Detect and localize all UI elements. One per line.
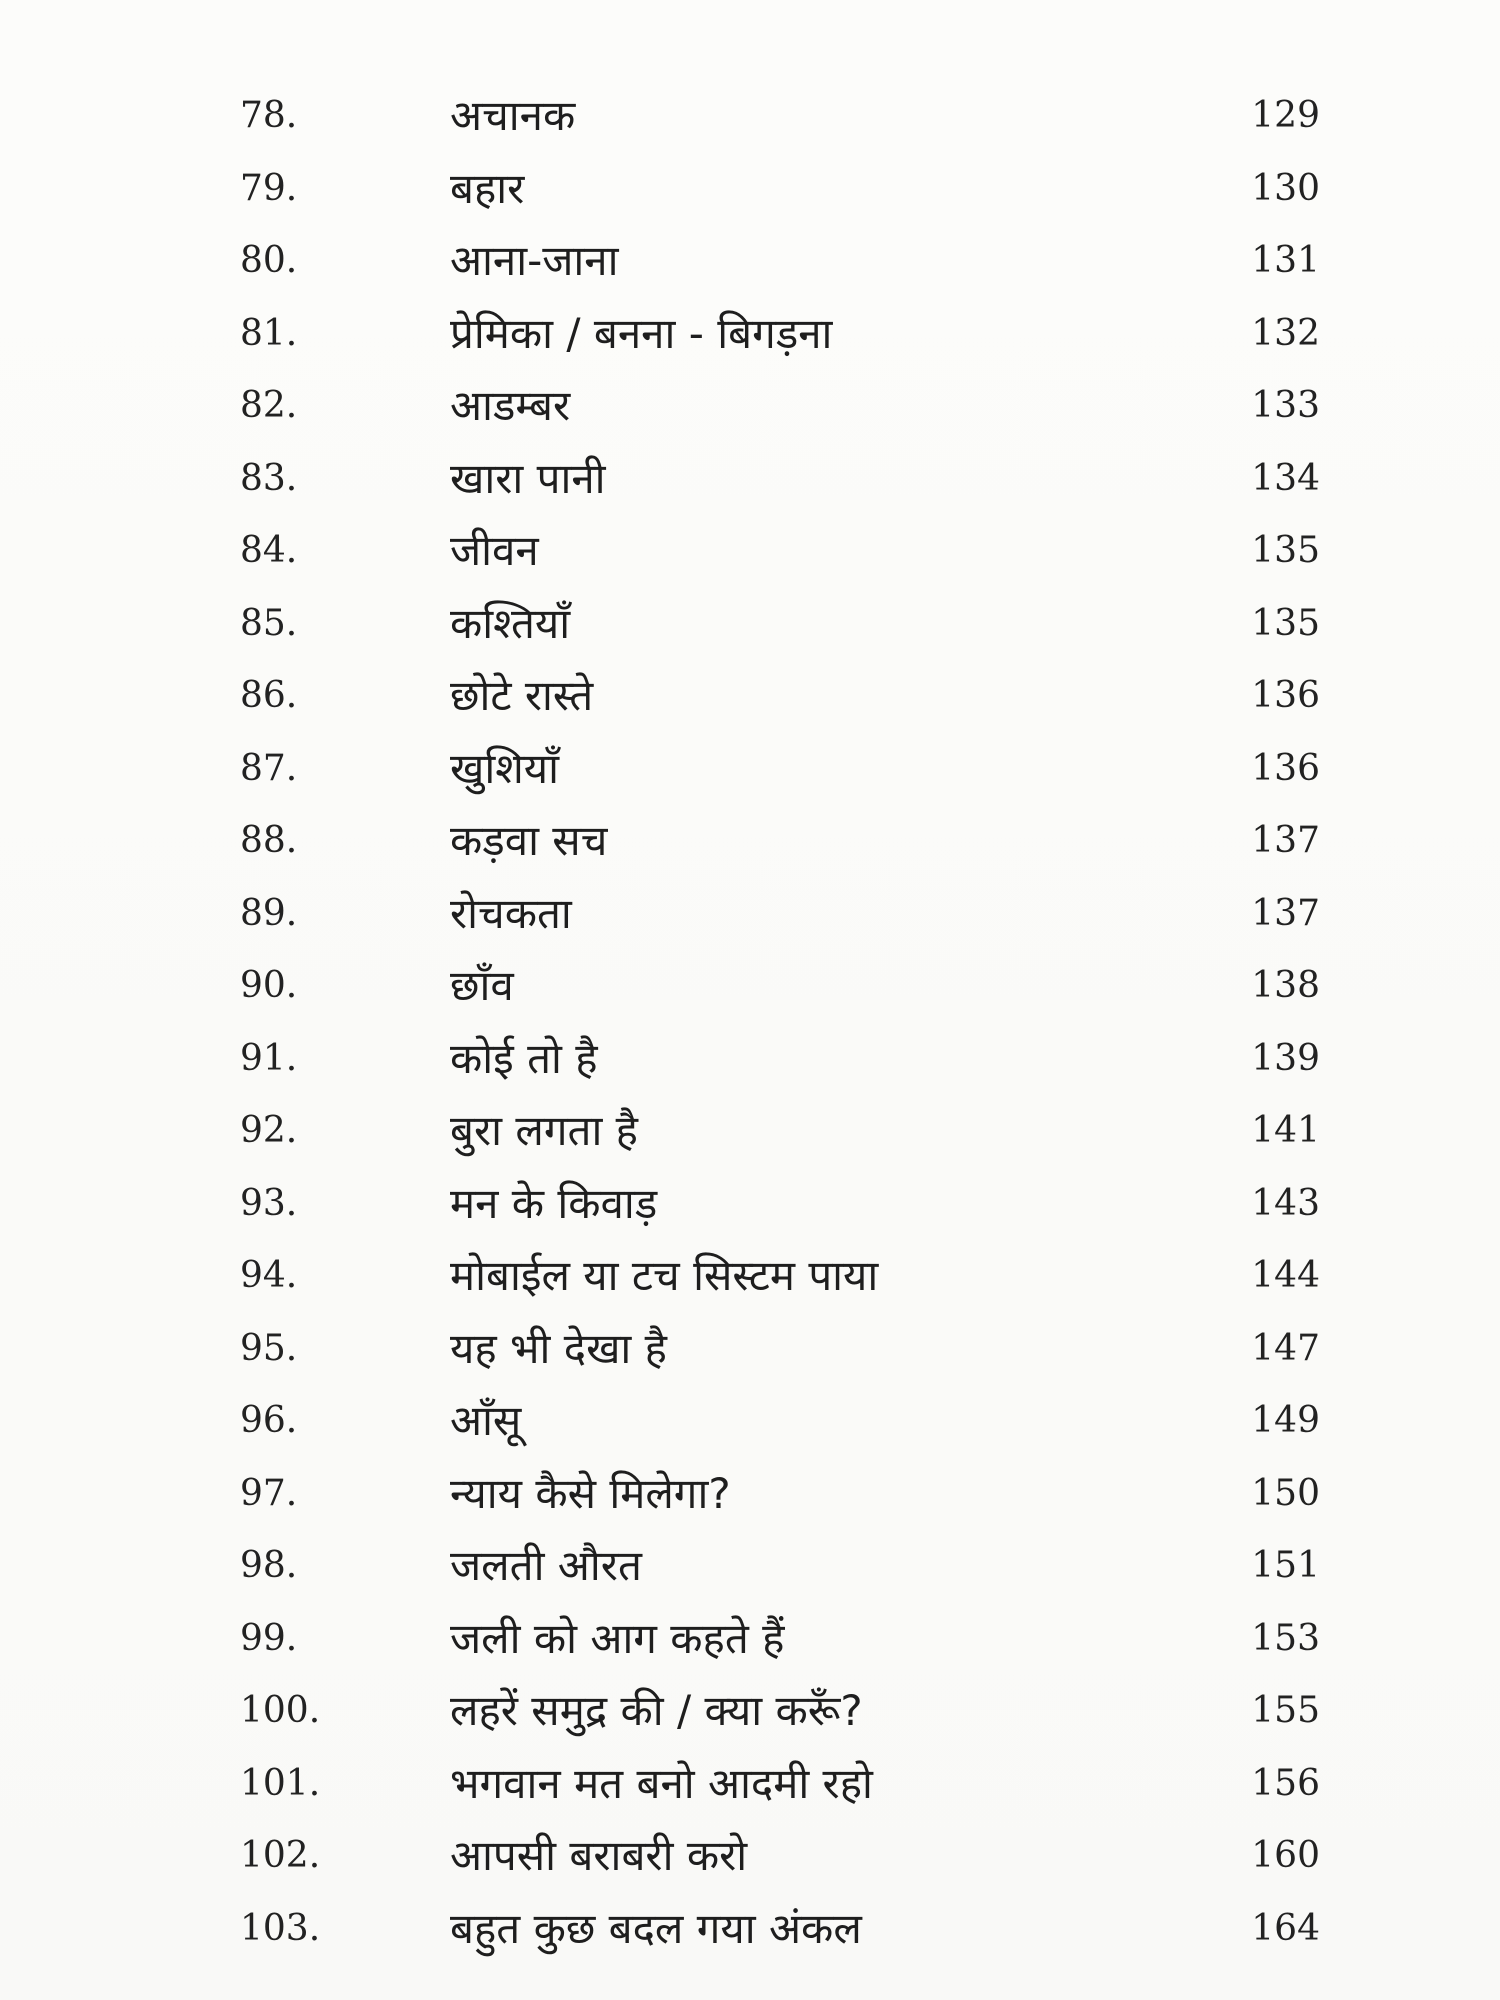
entry-page-number: 129	[1251, 95, 1320, 136]
toc-entry	[0, 1240, 1500, 1313]
entry-number: 88.	[240, 820, 298, 861]
entry-page-number: 160	[1251, 1835, 1320, 1876]
entry-title: खुशियाँ	[450, 743, 560, 793]
toc-entry	[0, 1748, 1500, 1821]
entry-title: अचानक	[450, 91, 576, 140]
entry-page-number: 137	[1251, 892, 1320, 934]
entry-number: 103.	[240, 1907, 321, 1949]
entry-number: 80.	[240, 240, 298, 281]
entry-number: 90.	[240, 965, 298, 1006]
entry-number: 99.	[240, 1617, 298, 1659]
entry-page-number: 156	[1251, 1762, 1320, 1804]
entry-number: 85.	[240, 602, 298, 644]
toc-entry	[0, 1820, 1500, 1893]
entry-number: 84.	[240, 530, 298, 571]
toc-entry	[0, 80, 1500, 153]
toc-entry	[0, 805, 1500, 878]
toc-entry	[0, 1893, 1500, 1966]
entry-page-number: 144	[1251, 1255, 1320, 1296]
toc-entry	[0, 588, 1500, 661]
entry-title: खारा पानी	[450, 453, 606, 503]
entry-number: 87.	[240, 747, 298, 789]
entry-page-number: 133	[1251, 385, 1320, 426]
entry-title: मन के किवाड़	[450, 1178, 658, 1228]
entry-title: लहरें समुद्र की / क्या करूँ?	[450, 1686, 863, 1735]
entry-number: 91.	[240, 1037, 298, 1079]
entry-number: 82.	[240, 385, 298, 426]
entry-page-number: 147	[1251, 1327, 1320, 1369]
toc-entry	[0, 1530, 1500, 1603]
entry-page-number: 141	[1251, 1110, 1320, 1151]
entry-number: 81.	[240, 312, 298, 354]
toc-entry	[0, 153, 1500, 226]
toc-entry	[0, 1023, 1500, 1096]
entry-page-number: 151	[1251, 1545, 1320, 1586]
entry-number: 89.	[240, 892, 298, 934]
entry-page-number: 137	[1251, 820, 1320, 861]
entry-page-number: 149	[1251, 1400, 1320, 1441]
entry-page-number: 150	[1251, 1472, 1320, 1514]
entry-title: जली को आग कहते हैं	[450, 1613, 785, 1663]
toc-entry	[0, 660, 1500, 733]
entry-title: प्रेमिका / बनना - बिगड़ना	[450, 308, 833, 358]
entry-page-number: 135	[1251, 602, 1320, 644]
entry-page-number: 143	[1251, 1182, 1320, 1224]
toc-entry	[0, 515, 1500, 588]
toc-entry	[0, 1675, 1500, 1748]
entry-page-number: 136	[1251, 675, 1320, 716]
entry-number: 102.	[240, 1835, 321, 1876]
toc-entry	[0, 1603, 1500, 1676]
toc-entry	[0, 225, 1500, 298]
entry-number: 86.	[240, 675, 298, 716]
entry-number: 100.	[240, 1690, 321, 1731]
entry-page-number: 139	[1251, 1037, 1320, 1079]
entry-number: 78.	[240, 95, 298, 136]
entry-number: 101.	[240, 1762, 321, 1804]
entry-title: रोचकता	[450, 888, 572, 938]
table-of-contents	[0, 80, 1500, 1965]
entry-title: छाँव	[450, 961, 514, 1010]
toc-entry	[0, 1095, 1500, 1168]
entry-title: जलती औरत	[450, 1541, 642, 1590]
entry-number: 98.	[240, 1545, 298, 1586]
entry-number: 92.	[240, 1110, 298, 1151]
entry-title: भगवान मत बनो आदमी रहो	[450, 1758, 873, 1808]
toc-entry	[0, 1385, 1500, 1458]
entry-page-number: 134	[1251, 457, 1320, 499]
toc-entry	[0, 1168, 1500, 1241]
entry-title: आँसू	[450, 1396, 522, 1445]
entry-page-number: 155	[1251, 1690, 1320, 1731]
toc-entry	[0, 733, 1500, 806]
entry-title: आना-जाना	[450, 236, 619, 285]
entry-page-number: 132	[1251, 312, 1320, 354]
entry-page-number: 131	[1251, 240, 1320, 281]
entry-title: आपसी बराबरी करो	[450, 1831, 748, 1880]
entry-number: 96.	[240, 1400, 298, 1441]
entry-title: न्याय कैसे मिलेगा?	[450, 1468, 731, 1518]
entry-number: 93.	[240, 1182, 298, 1224]
entry-number: 94.	[240, 1255, 298, 1296]
toc-entry	[0, 1458, 1500, 1531]
toc-entry	[0, 443, 1500, 516]
entry-title: कोई तो है	[450, 1033, 598, 1083]
toc-entry	[0, 1313, 1500, 1386]
entry-title: मोबाईल या टच सिस्टम पाया	[450, 1251, 879, 1300]
entry-number: 83.	[240, 457, 298, 499]
entry-page-number: 135	[1251, 530, 1320, 571]
entry-title: बहार	[450, 163, 525, 213]
entry-page-number: 153	[1251, 1617, 1320, 1659]
entry-title: बुरा लगता है	[450, 1106, 638, 1155]
entry-number: 95.	[240, 1327, 298, 1369]
toc-entry	[0, 878, 1500, 951]
entry-title: जीवन	[450, 526, 539, 575]
entry-title: कड़वा सच	[450, 816, 608, 865]
toc-entry	[0, 370, 1500, 443]
toc-entry	[0, 950, 1500, 1023]
entry-page-number: 138	[1251, 965, 1320, 1006]
entry-title: आडम्बर	[450, 381, 571, 430]
entry-page-number: 164	[1251, 1907, 1320, 1949]
entry-number: 79.	[240, 167, 298, 209]
entry-title: यह भी देखा है	[450, 1323, 667, 1373]
entry-title: बहुत कुछ बदल गया अंकल	[450, 1903, 862, 1953]
toc-entry	[0, 298, 1500, 371]
entry-page-number: 130	[1251, 167, 1320, 209]
entry-number: 97.	[240, 1472, 298, 1514]
entry-page-number: 136	[1251, 747, 1320, 789]
entry-title: कश्तियाँ	[450, 598, 571, 648]
entry-title: छोटे रास्ते	[450, 671, 594, 720]
